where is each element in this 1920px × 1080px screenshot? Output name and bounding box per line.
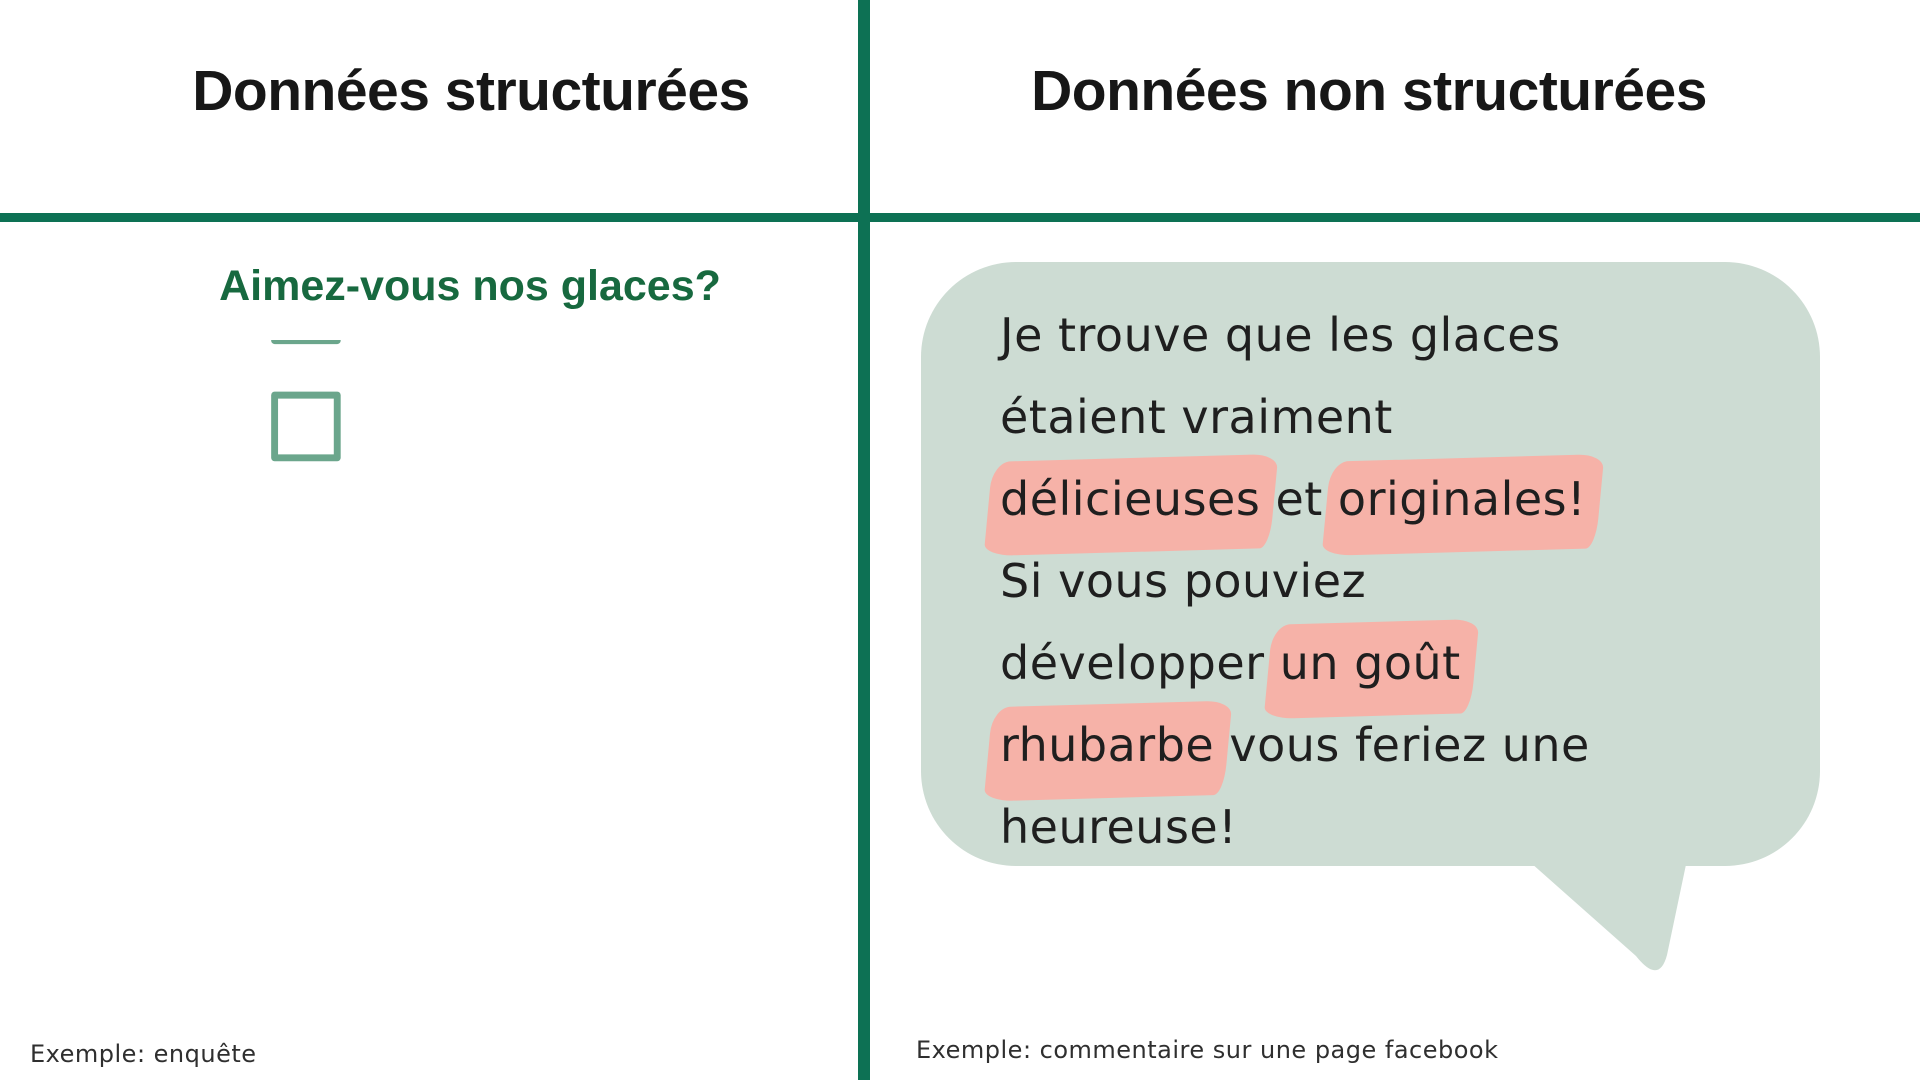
left-column-heading: Données structurées	[192, 59, 750, 123]
speech-bubble-tail	[1510, 855, 1710, 990]
comment-text	[1000, 294, 1770, 868]
comment-segment: Je trouve que les glaces	[1000, 308, 1561, 362]
highlighted-word: rhubarbe	[1000, 704, 1214, 786]
checkbox-empty-icon	[275, 340, 338, 341]
right-column-heading: Données non structurées	[1031, 59, 1707, 123]
comment-line	[1000, 376, 1770, 458]
left-example-caption: Exemple: enquête	[30, 1040, 257, 1068]
horizontal-divider	[0, 213, 1920, 222]
highlighted-word: originales!	[1338, 458, 1586, 540]
survey-question: Aimez-vous nos glaces?	[219, 262, 721, 310]
comment-segment: vous feriez une	[1214, 718, 1590, 772]
checkbox-empty-icon	[275, 395, 338, 458]
comment-line	[1000, 704, 1770, 786]
comment-segment: développer	[1000, 636, 1280, 690]
vertical-divider	[858, 0, 870, 1080]
comment-line	[1000, 294, 1770, 376]
right-example-caption: Exemple: commentaire sur une page facebook	[916, 1036, 1499, 1064]
comment-segment: étaient vraiment	[1000, 390, 1393, 444]
comment-segment: Si vous pouviez	[1000, 554, 1367, 608]
survey-illustration	[230, 340, 680, 910]
comment-segment: heureuse!	[1000, 800, 1238, 854]
comment-line	[1000, 458, 1770, 540]
highlighted-word: délicieuses	[1000, 458, 1260, 540]
speech-bubble	[921, 262, 1820, 866]
comment-segment: et	[1260, 472, 1338, 526]
comment-line	[1000, 622, 1770, 704]
comment-line	[1000, 540, 1770, 622]
highlighted-word: un goût	[1280, 622, 1461, 704]
